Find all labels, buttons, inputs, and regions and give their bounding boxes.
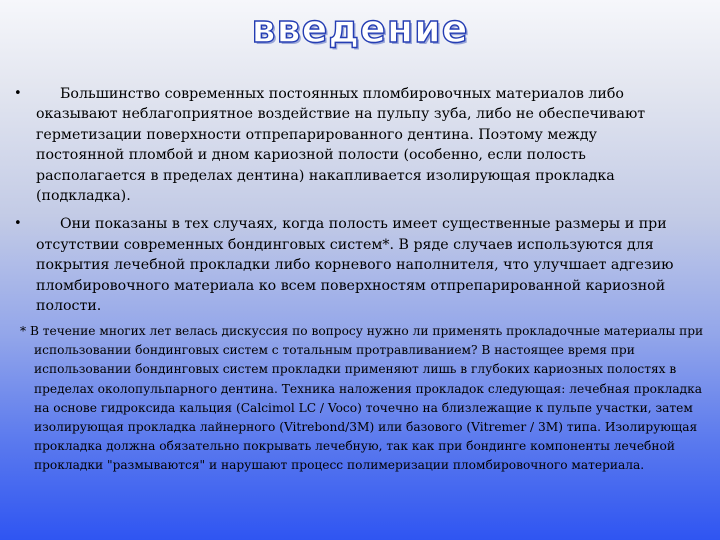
bullet-marker-icon: • <box>14 216 22 232</box>
bullet-item <box>14 84 682 206</box>
bullet-list <box>14 84 682 316</box>
slide-title: введение <box>251 7 469 51</box>
bullet-item <box>14 214 682 316</box>
footnote <box>20 322 714 476</box>
bullet-text: Большинство современных постоянных пломбировочных материалов либо оказывают неблагоприятное воздействие на пульпу зуба, либо не обеспечивают герметизации поверхности отпрепарированного дентина. Поэтому между постоянной пломбой и дном кариозной полости (особенно, если полость располагается в пределах дентина) накапливается изолирующая прокладка (подкладка). <box>36 86 646 205</box>
bullet-marker-icon: • <box>14 86 22 101</box>
bullet-text: Они показаны в тех случаях, когда полость имеет существенные размеры и при отсутствии современных бондинговых систем*. В ряде случаев используются для покрытия лечебной прокладки либо корневого наполнителя, что улучшает адгезию пломбировочного материала ко всем поверхностям отпрепарированной кариозной полости. <box>36 216 674 315</box>
footnote-text: * В течение многих лет велась дискуссия по вопросу нужно ли применять прокладочные материалы при использовании бондинговых систем с тотальным протравливанием? В настоящее время при использовании бондинговых систем прокладки применяют лишь в глубоких кариозных полостях в пределах околопульпарного дентина. Техника наложения прокладок следующая: лечебная прокладка на основе гидроксида кальция (Calcimol LC / Voco) точечно на близлежащие к пульпе участки, затем изолирующая прокладка лайнерного (Vitrebond/3M) или базового (Vitremer / 3M) типа. Изолирующая прокладка должна обязательно покрывать лечебную, так как при бондинге компоненты лечебной прокладки "размываются" и нарушают процесс полимеризации пломбировочного материала. <box>20 324 704 473</box>
